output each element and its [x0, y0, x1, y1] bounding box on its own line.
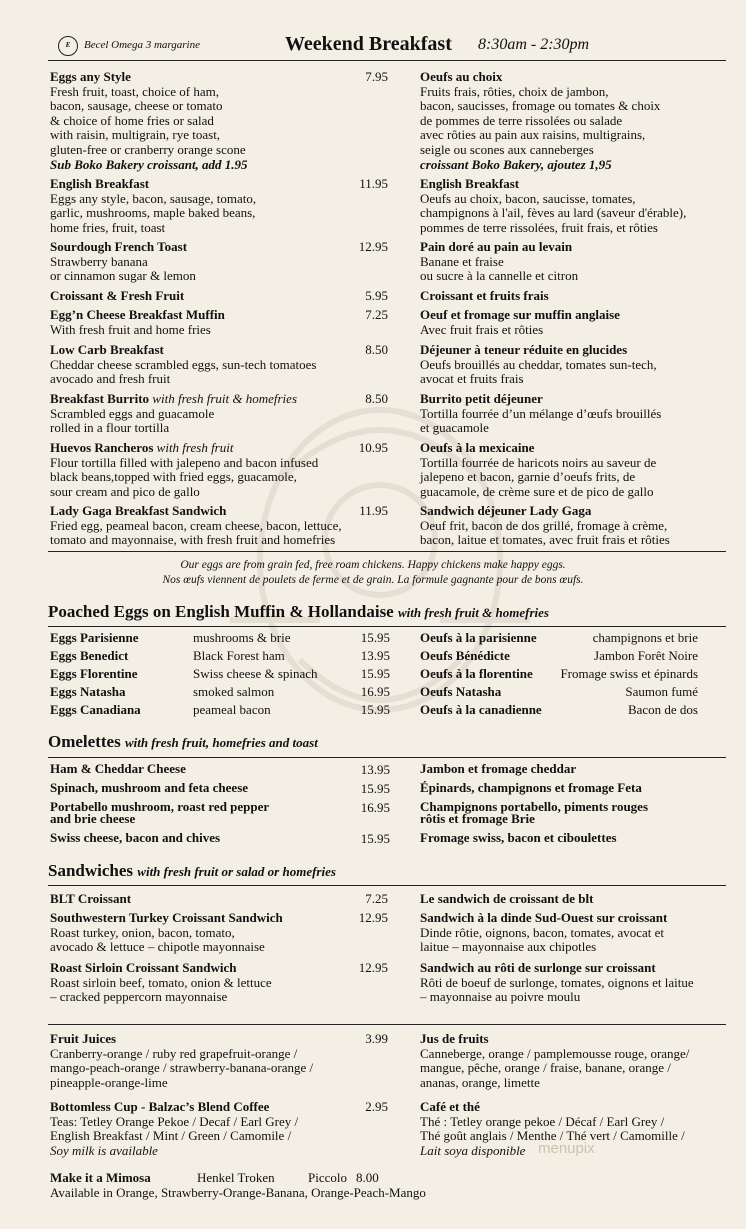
item-price: 16.95	[360, 684, 390, 699]
item-price: 13.95	[360, 648, 390, 663]
omelettes-divider	[48, 757, 726, 758]
item-desc-fr: de pommes de terre rissolées ou salade	[420, 112, 623, 128]
poached-desc: smoked salmon	[193, 684, 275, 699]
poached-title-text: Poached Eggs on English Muffin & Hollandaise	[48, 602, 394, 621]
item-block	[420, 782, 720, 794]
item-desc: sour cream and pico de gallo	[50, 483, 200, 499]
item-name-fr: Oeufs au choix	[420, 69, 503, 84]
item-price: 12.95	[358, 239, 388, 254]
item-block	[420, 70, 730, 172]
item-block	[50, 392, 360, 436]
item-block	[420, 392, 730, 436]
item-desc: Flour tortilla filled with jalepeno and bacon infused	[50, 454, 319, 470]
item-price: 15.95	[360, 702, 390, 717]
item-price: 2.95	[365, 1099, 388, 1114]
item-desc-fr: Oeuf frit, bacon de dos grillé, fromage à crème,	[420, 517, 668, 533]
sandwiches-title-text: Sandwiches	[48, 861, 134, 880]
poached-desc: Swiss cheese & spinach	[193, 666, 318, 681]
item-name-text: Croissant & Fresh Fruit	[50, 288, 185, 303]
item-price: 8.50	[365, 391, 388, 406]
poached-desc-fr: Fromage swiss et épinards	[560, 666, 698, 681]
poached-title	[48, 602, 549, 622]
item-name-text: Lady Gaga Breakfast Sandwich	[50, 503, 227, 518]
drink-desc: English Breakfast / Mint / Green / Camomile /	[50, 1128, 292, 1144]
item-block	[420, 911, 730, 955]
item-desc: With fresh fruit and home fries	[50, 321, 211, 337]
drink-desc-fr: ananas, orange, limette	[420, 1074, 540, 1090]
omelette-name-fr: Jambon et fromage cheddar	[420, 761, 577, 776]
drink-name: Fruit Juices	[50, 1031, 117, 1046]
item-name-text: Egg’n Cheese Breakfast Muffin	[50, 307, 225, 322]
item-desc-fr: jalepeno et bacon, garnie d’oeufs frits, de	[420, 469, 636, 485]
omelettes-title	[48, 732, 318, 752]
item-price: 15.95	[360, 630, 390, 645]
drink-note-fr: Lait soya disponible	[420, 1142, 526, 1158]
item-block	[50, 801, 350, 825]
sandwiches-subtitle: with fresh fruit or salad or homefries	[137, 864, 336, 879]
item-block	[420, 504, 730, 548]
mimosa-flavours: Available in Orange, Strawberry-Orange-Banana, Orange-Peach-Mango	[50, 1185, 426, 1200]
item-price: 13.95	[360, 762, 390, 777]
drink-desc-fr: mangue, pêche, orange / fraise, banane, orange /	[420, 1060, 671, 1076]
item-name-fr: English Breakfast	[420, 176, 520, 191]
item-price: 15.95	[360, 831, 390, 846]
item-block	[50, 343, 360, 387]
omelette-name-fr: Fromage swiss, bacon et ciboulettes	[420, 830, 617, 845]
item-block	[50, 308, 360, 337]
poached-name-fr: Oeufs Natasha	[420, 684, 502, 699]
item-desc-fr: ou sucre à la cannelle et citron	[420, 268, 579, 284]
sandwich-name-fr: Sandwich à la dinde Sud-Ouest sur croissant	[420, 910, 668, 925]
item-name-fr: Burrito petit déjeuner	[420, 391, 543, 406]
item-block	[420, 343, 730, 387]
omelettes-subtitle: with fresh fruit, homefries and toast	[124, 735, 318, 750]
poached-desc-fr: Bacon de dos	[627, 702, 698, 717]
item-desc: tomato and mayonnaise, with fresh fruit and homefries	[50, 532, 336, 548]
item-desc-fr: pommes de terre rissolées, fruit frais, et rôties	[420, 219, 658, 235]
item-price: 11.95	[359, 176, 388, 191]
item-price: 7.95	[365, 69, 388, 84]
sandwich-desc-fr: Rôti de boeuf de surlonge, tomates, oignons et laitue	[420, 974, 694, 990]
omelette-name-fr: rôtis et fromage Brie	[420, 811, 535, 826]
item-block	[420, 177, 730, 235]
item-desc-fr: Avec fruit frais et rôties	[420, 321, 544, 337]
item-block	[420, 1032, 730, 1090]
item-block	[50, 1032, 350, 1090]
item-name-text: Sourdough French Toast	[50, 239, 188, 254]
item-desc-fr: avocat et fruits frais	[420, 371, 524, 387]
item-block	[420, 832, 720, 844]
drink-desc-fr: Thé goût anglais / Menthe / Thé vert / Camomille /	[420, 1128, 685, 1144]
item-price: 12.95	[358, 960, 388, 975]
item-desc: Eggs any style, bacon, sausage, tomato,	[50, 190, 257, 206]
item-name-text: English Breakfast	[50, 176, 150, 191]
sandwich-name-fr: Le sandwich de croissant de blt	[420, 891, 594, 906]
item-name	[50, 343, 360, 358]
item-desc-fr: guacamole, de crème sure et de pico de gallo	[420, 483, 654, 499]
drink-desc: Teas: Tetley Orange Pekoe / Decaf / Earl Grey /	[50, 1113, 299, 1129]
item-desc: avocado and fresh fruit	[50, 371, 171, 387]
item-name-fr: Oeuf et fromage sur muffin anglaise	[420, 307, 620, 322]
item-desc-fr: Tortilla fourrée d’un mélange d’œufs brouillés	[420, 405, 662, 421]
poached-name-fr: Oeufs à la florentine	[420, 666, 533, 681]
item-price: 5.95	[365, 288, 388, 303]
poached-desc-fr: champignons et brie	[592, 630, 698, 645]
item-block	[50, 911, 350, 955]
menu-header	[48, 30, 728, 60]
item-block	[50, 441, 360, 499]
item-name-fr: Croissant et fruits frais	[420, 288, 549, 303]
poached-desc: peameal bacon	[193, 702, 271, 717]
item-block	[50, 782, 350, 794]
item-desc: rolled in a flour tortilla	[50, 420, 170, 436]
sandwich-desc-fr: Dinde rôtie, oignons, bacon, tomates, avocat et	[420, 924, 665, 940]
item-desc-fr: Banane et fraise	[420, 253, 504, 269]
omelette-name: Swiss cheese, bacon and chives	[50, 830, 221, 845]
item-name	[50, 289, 360, 304]
item-desc-fr: Oeufs au choix, bacon, saucisse, tomates,	[420, 190, 636, 206]
item-price: 7.25	[365, 307, 388, 322]
omelette-name: Spinach, mushroom and feta cheese	[50, 780, 249, 795]
item-name	[50, 504, 360, 519]
drink-desc: pineapple-orange-lime	[50, 1074, 168, 1090]
item-block	[50, 1100, 350, 1158]
drink-note: Soy milk is available	[50, 1142, 158, 1158]
item-name-fr: Oeufs à la mexicaine	[420, 440, 535, 455]
item-desc: Fried egg, peameal bacon, cream cheese, bacon, lettuce,	[50, 517, 342, 533]
sandwich-desc-fr: – mayonnaise au poivre moulu	[420, 989, 581, 1005]
omelette-name-fr: Champignons portabello, piments rouges	[420, 799, 649, 814]
item-block	[50, 763, 350, 775]
mimosa-name: Make it a Mimosa	[50, 1170, 151, 1185]
mimosa-brand: Henkel Troken	[197, 1170, 275, 1185]
sandwich-name: Southwestern Turkey Croissant Sandwich	[50, 910, 283, 925]
item-desc: with raisin, multigrain, rye toast,	[50, 127, 221, 143]
drink-name: Bottomless Cup - Balzac’s Blend Coffee	[50, 1099, 270, 1114]
item-desc-fr: bacon, laitue et tomates, avec fruit frais et rôties	[420, 532, 670, 548]
item-desc: garlic, mushrooms, maple baked beans,	[50, 205, 256, 221]
item-desc: bacon, sausage, cheese or tomato	[50, 98, 223, 114]
item-block	[50, 70, 360, 172]
drink-desc-fr: Thé : Tetley orange pekoe / Décaf / Earl Grey /	[420, 1113, 665, 1129]
drink-desc: Cranberry-orange / ruby red grapefruit-orange /	[50, 1045, 298, 1061]
item-desc: or cinnamon sugar & lemon	[50, 268, 196, 284]
item-name	[50, 240, 360, 255]
omelette-name: and brie cheese	[50, 811, 136, 826]
item-desc-fr: et guacamole	[420, 420, 489, 436]
poached-desc: mushrooms & brie	[193, 630, 291, 645]
item-price: 15.95	[360, 666, 390, 681]
breakfast-divider	[48, 551, 726, 552]
service-hours: 8:30am - 2:30pm	[478, 36, 590, 53]
item-block	[50, 832, 350, 844]
item-block	[420, 441, 730, 499]
sandwich-name-fr: Sandwich au rôti de surlonge sur croissant	[420, 960, 656, 975]
poached-desc-fr: Jambon Forêt Noire	[594, 648, 698, 663]
mimosa-line	[50, 1171, 151, 1186]
watermark-credit: menupix	[538, 1140, 595, 1157]
page-title: Weekend Breakfast	[285, 33, 452, 55]
eggs-note-fr: Nos œufs viennent de poulets de ferme et de grain. La formule gagnante pour de bons œufs.	[162, 574, 584, 586]
item-desc-fr: bacon, saucisses, fromage ou tomates & choix	[420, 98, 661, 114]
item-desc: gluten-free or cranberry orange scone	[50, 141, 246, 157]
drink-name-fr: Café et thé	[420, 1099, 480, 1114]
item-name	[50, 308, 360, 323]
poached-name: Eggs Florentine	[50, 666, 138, 681]
poached-name: Eggs Natasha	[50, 684, 126, 699]
item-name	[50, 177, 360, 192]
drink-name-fr: Jus de fruits	[420, 1031, 489, 1046]
omelette-name-fr: Épinards, champignons et fromage Feta	[420, 780, 642, 795]
poached-name: Eggs Canadiana	[50, 702, 141, 717]
poached-desc-fr: Saumon fumé	[625, 684, 698, 699]
item-name-suffix: with fresh fruit	[153, 440, 234, 455]
item-block	[50, 177, 360, 235]
item-price: 12.95	[358, 910, 388, 925]
item-name-text: Huevos Rancheros	[50, 440, 154, 455]
item-block	[420, 308, 730, 337]
item-block	[50, 892, 350, 907]
item-block	[420, 240, 730, 284]
drink-desc: mango-peach-orange / strawberry-banana-orange /	[50, 1060, 314, 1076]
item-desc: Scrambled eggs and guacamole	[50, 405, 215, 421]
item-price: 11.95	[359, 503, 388, 518]
item-block	[420, 892, 730, 907]
poached-name-fr: Oeufs à la parisienne	[420, 630, 537, 645]
poached-name-fr: Oeufs Bénédicte	[420, 648, 510, 663]
item-price: 3.99	[365, 1031, 388, 1046]
mimosa-size: Piccolo	[308, 1170, 347, 1185]
item-desc-fr: seigle ou scones aux canneberges	[420, 141, 594, 157]
item-name-fr: Sandwich déjeuner Lady Gaga	[420, 503, 592, 518]
sandwich-name: BLT Croissant	[50, 891, 132, 906]
item-block	[420, 961, 730, 1005]
item-name-text: Low Carb Breakfast	[50, 342, 164, 357]
sandwich-desc: avocado & lettuce – chipotle mayonnaise	[50, 939, 265, 955]
item-block	[50, 961, 350, 1005]
item-note-fr: croissant Boko Bakery, ajoutez 1,95	[420, 156, 612, 172]
item-block	[420, 289, 730, 304]
item-price: 16.95	[360, 800, 390, 815]
drink-desc-fr: Canneberge, orange / pamplemousse rouge, orange/	[420, 1045, 690, 1061]
omelette-name: Portabello mushroom, roast red pepper	[50, 799, 270, 814]
item-name	[50, 441, 360, 456]
sandwich-name: Roast Sirloin Croissant Sandwich	[50, 960, 237, 975]
item-block	[420, 801, 720, 825]
sandwiches-title	[48, 861, 336, 881]
drinks-divider	[48, 1024, 726, 1025]
item-desc: Cheddar cheese scrambled eggs, sun-tech tomatoes	[50, 356, 317, 372]
item-block	[50, 240, 360, 284]
sandwich-desc: Roast sirloin beef, tomato, onion & lettuce	[50, 974, 272, 990]
poached-name-fr: Oeufs à la canadienne	[420, 702, 542, 717]
item-block	[420, 763, 720, 775]
item-price: 15.95	[360, 781, 390, 796]
item-name	[50, 70, 360, 85]
item-desc-fr: champignons à l'ail, fèves au lard (saveur d'érable),	[420, 205, 687, 221]
sandwich-desc-fr: laitue – mayonnaise aux chipotles	[420, 939, 597, 955]
item-desc-fr: Oeufs brouillés au cheddar, tomates sun-tech,	[420, 356, 657, 372]
sandwich-desc: Roast turkey, onion, bacon, tomato,	[50, 924, 235, 940]
sandwich-desc: – cracked peppercorn mayonnaise	[50, 989, 228, 1005]
item-desc: home fries, fruit, toast	[50, 219, 166, 235]
item-name-suffix: with fresh fruit & homefries	[149, 391, 298, 406]
omelettes-title-text: Omelettes	[48, 732, 121, 751]
poached-name: Eggs Parisienne	[50, 630, 139, 645]
item-desc: & choice of home fries or salad	[50, 112, 214, 128]
item-desc: Fresh fruit, toast, choice of ham,	[50, 83, 219, 99]
eggs-note-en: Our eggs are from grain fed, free roam chickens. Happy chickens make happy eggs.	[180, 559, 566, 571]
item-price: 8.50	[365, 342, 388, 357]
item-name-fr: Pain doré au pain au levain	[420, 239, 573, 254]
item-desc-fr: Tortilla fourrée de haricots noirs au saveur de	[420, 454, 657, 470]
item-name-text: Eggs any Style	[50, 69, 131, 84]
margarine-note: Becel Omega 3 margarine	[84, 39, 200, 51]
omelette-name: Ham & Cheddar Cheese	[50, 761, 186, 776]
poached-desc: Black Forest ham	[193, 648, 285, 663]
item-desc: Strawberry banana	[50, 253, 148, 269]
mimosa-price: 8.00	[356, 1170, 379, 1185]
item-note: Sub Boko Bakery croissant, add 1.95	[50, 156, 248, 172]
item-name-fr: Déjeuner à teneur réduite en glucides	[420, 342, 628, 357]
poached-divider	[48, 626, 726, 627]
item-desc-fr: Fruits frais, rôties, choix de jambon,	[420, 83, 609, 99]
item-desc: black beans,topped with fried eggs, guacamole,	[50, 469, 297, 485]
poached-subtitle: with fresh fruit & homefries	[397, 605, 549, 620]
sandwiches-divider	[48, 885, 726, 886]
item-name	[50, 392, 360, 407]
no-margarine-icon: E	[58, 36, 78, 56]
item-price: 10.95	[358, 440, 388, 455]
item-block	[50, 289, 360, 304]
poached-name: Eggs Benedict	[50, 648, 129, 663]
header-divider	[48, 60, 726, 61]
item-block	[50, 504, 360, 548]
item-name-text: Breakfast Burrito	[50, 391, 150, 406]
item-price: 7.25	[365, 891, 388, 906]
item-desc-fr: avec rôties au pain aux raisins, multigrains,	[420, 127, 646, 143]
